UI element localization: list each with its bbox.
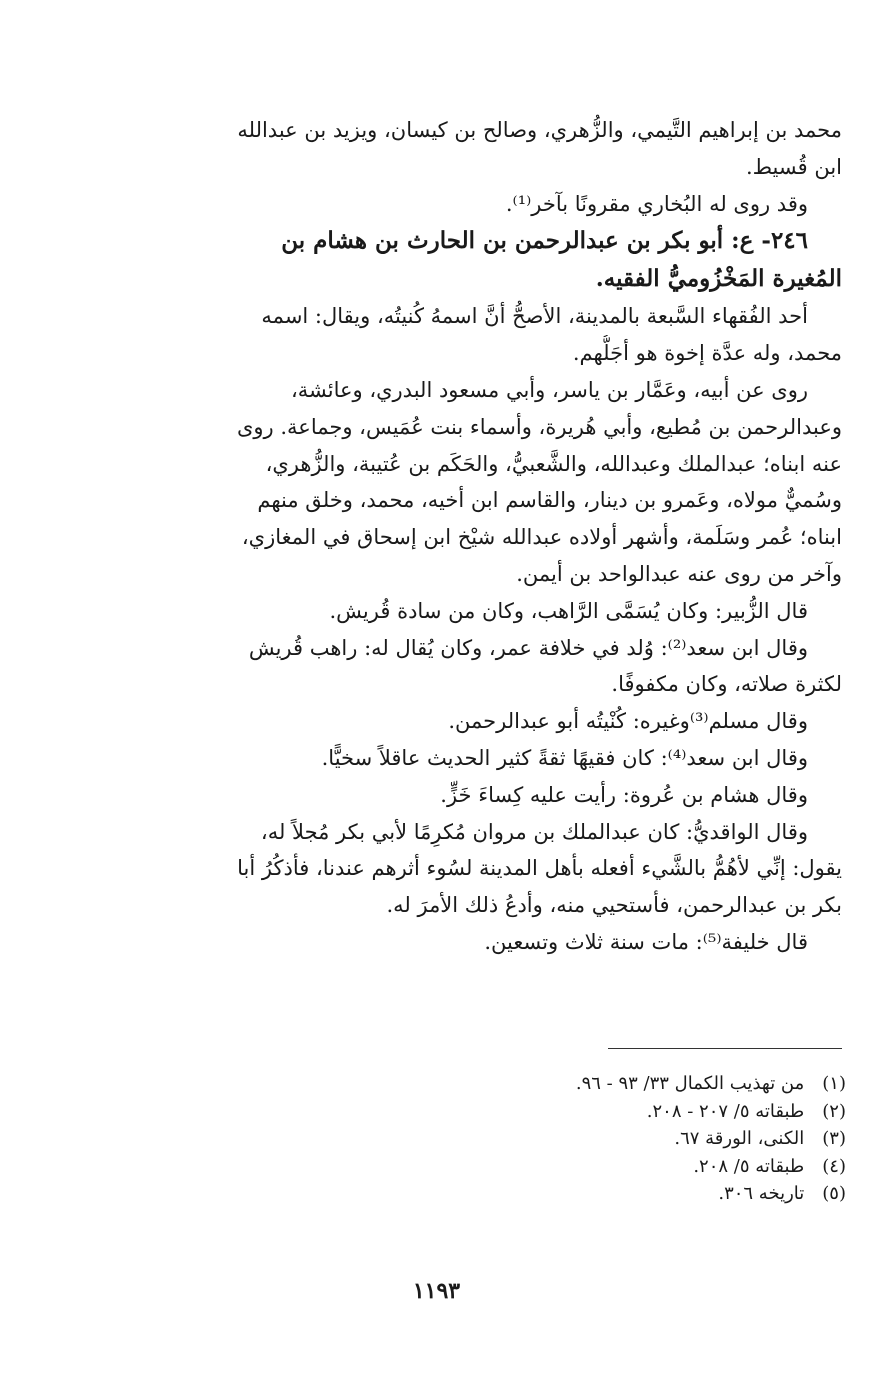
footnote-text: الكنى، الورقة ٦٧. [674, 1128, 805, 1149]
page-number: ١١٩٣ [412, 1278, 461, 1304]
footnotes [400, 1070, 846, 1208]
text-line: محمد، وله عدَّة إخوة هو أجَلُّهم. [572, 341, 842, 366]
footnote [400, 1180, 846, 1208]
footnote-number: (٢) [822, 1100, 846, 1122]
text-line: عنه ابناه؛ عبدالملك وعبدالله، والشَّعبيُّ، والحَكَم بن عُتيبة، والزُّهري، [265, 451, 842, 476]
footnote-number: (٥) [822, 1183, 846, 1204]
text-line: وقال ابن سعد⁽⁴⁾: كان فقيهًا ثقةً كثير الحديث عاقلاً سخيًّا. [321, 745, 808, 770]
text-line: وسُميٌّ مولاه، وعَمرو بن دينار، والقاسم ابن أخيه، محمد، وخلق منهم [257, 488, 842, 513]
text-line: وقال مسلم⁽³⁾وغيره: كُنْيتُه أبو عبدالرحمن. [448, 709, 808, 734]
footnote [400, 1098, 846, 1126]
text-line: وعبدالرحمن بن مُطيع، وأبي هُريرة، وأسماء بنت عُمَيس، وجماعة. روى [236, 414, 842, 439]
entry-heading: المُغيرة المَخْزُوميُّ الفقيه. [595, 265, 842, 293]
text-line: وآخر من روى عنه عبدالواحد بن أيمن. [516, 561, 842, 586]
text-line: ابن قُسيط. [745, 154, 842, 179]
text-line: روى عن أبيه، وعَمَّار بن ياسر، وأبي مسعود البدري، وعائشة، [290, 377, 808, 402]
footnote [400, 1125, 846, 1153]
footnote-number: (٤) [822, 1155, 846, 1177]
text-line: ابناه؛ عُمر وسَلَمة، وأشهر أولاده عبدالله شيْخ ابن إسحاق في المغازي، [241, 525, 842, 550]
text-line: قال خليفة⁽⁵⁾: مات سنة ثلاث وتسعين. [484, 929, 808, 954]
footnote-text: تاريخه ٣٠٦. [718, 1183, 805, 1204]
text-line: محمد بن إبراهيم التَّيمي، والزُّهري، وصالح بن كيسان، ويزيد بن عبدالله [237, 118, 842, 142]
text-line: لكثرة صلاته، وكان مكفوفًا. [611, 672, 842, 697]
footnote-number: (٣) [822, 1128, 846, 1149]
entry-heading: ٢٤٦- ع: أبو بكر بن عبدالرحمن بن الحارث بن هشام بن [281, 227, 808, 255]
text-line: وقد روى له البُخاري مقرونًا بآخر⁽¹⁾. [505, 191, 808, 216]
footnote-separator [608, 1048, 842, 1049]
footnote-text: طبقاته ٥/ ٢٠٧ - ٢٠٨. [646, 1100, 805, 1122]
footnote [400, 1070, 846, 1098]
text-line: أحد الفُقهاء السَّبعة بالمدينة، الأصحُّ أنَّ اسمهُ كُنيتُه، ويقال: اسمه [261, 304, 808, 329]
footnote [400, 1153, 846, 1181]
text-line: قال الزُّبير: وكان يُسَمَّى الرَّاهب، وكان من سادة قُريش. [329, 598, 808, 623]
footnote-number: (١) [822, 1073, 846, 1094]
footnote-text: طبقاته ٥/ ٢٠٨. [693, 1155, 805, 1177]
text-line: بكر بن عبدالرحمن، فأستحيي منه، وأدعُ ذلك الأمرَ له. [386, 893, 842, 918]
text-line: وقال ابن سعد⁽²⁾: وُلد في خلافة عمر، وكان يُقال له: راهب قُريش [248, 635, 808, 660]
footnote-text: من تهذيب الكمال ٣٣/ ٩٣ - ٩٦. [575, 1073, 805, 1094]
main-text [130, 112, 842, 961]
text-line: يقول: إنِّي لأهُمُّ بالشَّيء أفعله بأهل المدينة لسُوء أثرهم عندنا، فأذكُرُ أبا [237, 856, 842, 881]
text-line: وقال الواقديُّ: كان عبدالملك بن مروان مُكرِمًا لأبي بكر مُجلاً له، [260, 819, 808, 844]
text-line: وقال هشام بن عُروة: رأيت عليه كِساءَ خَزٍّ. [440, 782, 808, 807]
